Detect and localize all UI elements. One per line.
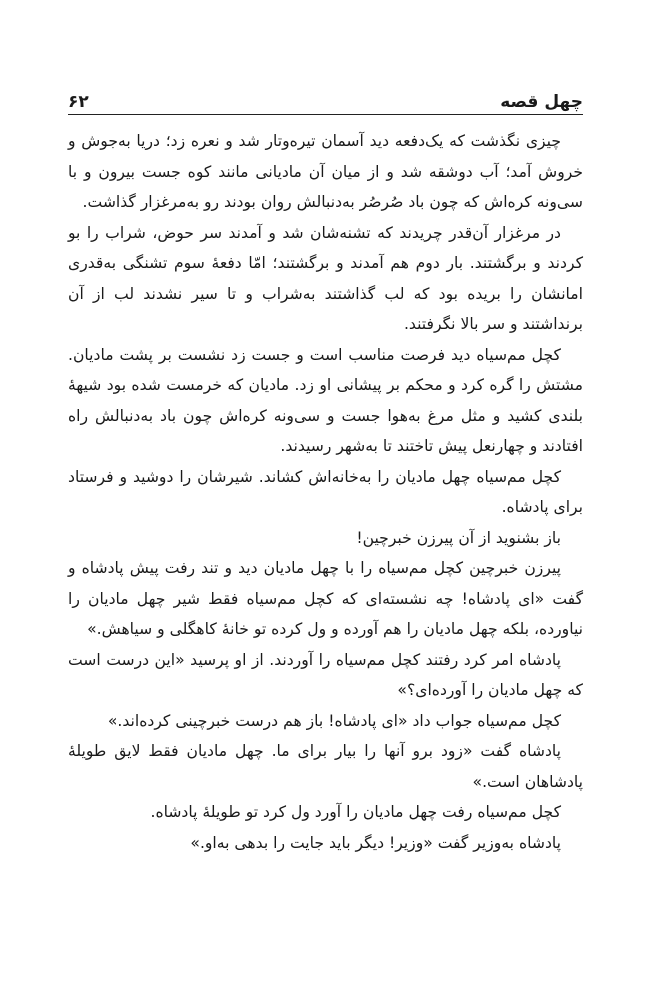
paragraph: پادشاه به‌وزیر گفت «وزیر! دیگر باید جایت را بدهی به‌او.» [190, 833, 561, 852]
paragraph: چیزی نگذشت که یک‌دفعه دید آسمان تیره‌وتار شد و نعره زد؛ دریا به‌جوش و خروش آمد؛ آب دوشقه شد و از میان آن مادیانی مانند کوه جست بیرون و با سی‌ونه کره‌اش که چون باد صُرصُر به‌دنبالش روان بودند رو به‌مرغزار گذاشت. [68, 132, 583, 211]
paragraph: کچل مم‌سیاه رفت چهل مادیان را آورد ول کرد تو طویلهٔ پادشاه. [150, 803, 561, 821]
page-header [68, 86, 583, 112]
paragraph: در مرغزار آن‌قدر چریدند که تشنه‌شان شد و آمدند سر حوض، شراب را بو کردند و برگشتند. بار دوم هم آمدند و برگشتند؛ امّا دفعهٔ سوم تشنگی به‌قدری امانشان را بریده بود که لب گذاشتند به‌شراب و تا سیر نشدند لب از آن برنداشتند و سر بالا نگرفتند. [68, 223, 583, 333]
paragraph: کچل مم‌سیاه چهل مادیان را به‌خانه‌اش کشاند. شیرشان را دوشید و فرستاد برای پادشاه. [68, 467, 583, 516]
body-text [68, 126, 583, 858]
header-rule [68, 114, 583, 115]
paragraph: پیرزن خبرچین کچل مم‌سیاه را با چهل مادیان دید و تند رفت پیش پادشاه و گفت «ای پادشاه! چه نشسته‌ای که کچل مم‌سیاه فقط شیر چهل مادیان را نیاورده، بلکه چهل مادیان را هم آورده و ول کرده تو خانهٔ کاهگلی و سیاهش.» [68, 559, 583, 638]
paragraph: کچل مم‌سیاه جواب داد «ای پادشاه! باز هم درست خبرچینی کرده‌اند.» [107, 711, 561, 730]
paragraph: باز بشنوید از آن پیرزن خبرچین! [356, 528, 561, 547]
page-number: ۶۲ [68, 92, 89, 112]
book-title: چهل قصه [500, 92, 583, 112]
paragraph: کچل مم‌سیاه دید فرصت مناسب است و جست زد نشست بر پشت مادیان. مشتش را گره کرد و محکم بر پیشانی او زد. مادیان که خرمست شده بود شیههٔ بلندی کشید و مثل مرغ به‌هوا جست و سی‌ونه کره‌اش چون باد به‌دنبالش راه افتادند و چهارنعل پیش تاختند تا به‌شهر رسیدند. [68, 345, 583, 455]
paragraph: پادشاه امر کرد رفتند کچل مم‌سیاه را آوردند. از او پرسید «این درست است که چهل مادیان را آورده‌ای؟» [68, 650, 583, 699]
paragraph: پادشاه گفت «زود برو آنها را بیار برای ما. چهل مادیان فقط لایق طویلهٔ پادشاهان است.» [68, 742, 583, 791]
